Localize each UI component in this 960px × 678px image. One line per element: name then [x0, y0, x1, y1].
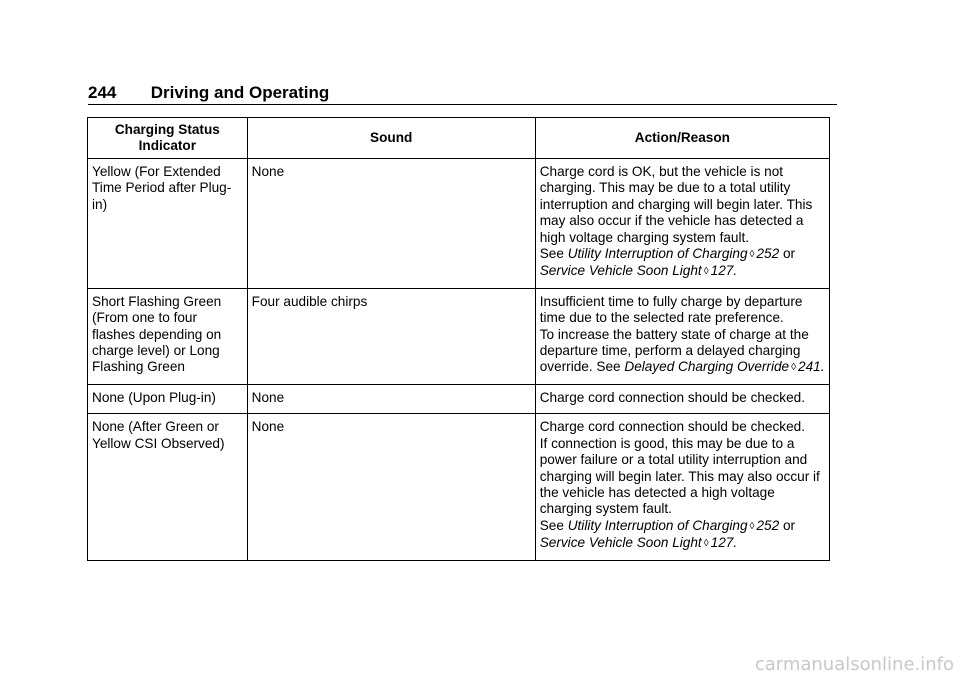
watermark: carmanualsonline.info: [754, 654, 954, 675]
or-label: or: [782, 517, 796, 533]
xref-page[interactable]: 127.: [710, 263, 738, 279]
indicator-cell: Short Flashing Green (From one to four flashes depending on charge level) or Long Flashing Green: [88, 288, 248, 384]
action-cell: [535, 288, 829, 384]
column-header-action: Action/Reason: [535, 118, 829, 159]
sound-cell: None: [247, 384, 535, 413]
see-label: See: [539, 246, 564, 262]
see-also-line: [540, 263, 825, 280]
table-row: [88, 159, 830, 289]
page-reference-arrow-icon: ◊: [749, 249, 755, 261]
see-also-line: [540, 535, 825, 552]
action-cell: [535, 159, 829, 289]
indicator-cell: None (After Green or Yellow CSI Observed): [88, 414, 248, 560]
table-row: [88, 288, 830, 384]
column-header-sound: Sound: [247, 118, 535, 159]
see-label: See: [539, 517, 564, 533]
xref-link[interactable]: Service Vehicle Soon Light: [539, 263, 702, 279]
or-label: or: [782, 246, 796, 262]
xref-link[interactable]: Utility Interruption of Charging: [567, 246, 748, 262]
page-reference-arrow-icon: ◊: [791, 362, 797, 374]
indicator-cell: None (Upon Plug-in): [88, 384, 248, 413]
table-header-row: [88, 118, 830, 159]
action-cell: [535, 414, 829, 560]
column-header-indicator: Charging Status Indicator: [88, 118, 248, 159]
charging-status-table: [87, 117, 830, 561]
action-text: Charge cord connection should be checked.: [539, 419, 805, 435]
xref-page[interactable]: 127.: [710, 535, 738, 551]
page-number: 244: [88, 83, 117, 102]
xref-link[interactable]: Delayed Charging Override: [624, 359, 790, 375]
action-text: Charge cord is OK, but the vehicle is not charging. This may be due to a total utility interruption and charging will begin later. This may also occur if the vehicle has detected a high voltage charging system fault.: [539, 164, 813, 245]
xref-page[interactable]: 252: [756, 246, 780, 262]
action-cell: Charge cord connection should be checked.: [535, 384, 829, 413]
see-also-line: [540, 518, 825, 535]
xref-link[interactable]: Service Vehicle Soon Light: [539, 535, 702, 551]
page-reference-arrow-icon: ◊: [703, 266, 709, 278]
section-title: Driving and Operating: [150, 83, 330, 102]
table-row: [88, 384, 830, 413]
page-header: [88, 82, 837, 105]
xref-link[interactable]: Utility Interruption of Charging: [567, 517, 748, 533]
page-reference-arrow-icon: ◊: [749, 520, 755, 532]
action-text: Insufficient time to fully charge by departure time due to the selected rate preference.: [539, 293, 803, 326]
sound-cell: Four audible chirps: [247, 288, 535, 384]
sound-cell: None: [247, 159, 535, 289]
action-text: [540, 327, 825, 377]
sound-cell: None: [247, 414, 535, 560]
indicator-cell: Yellow (For Extended Time Period after Plug-in): [88, 159, 248, 289]
see-also-line: [540, 246, 825, 263]
action-text: If connection is good, this may be due to a power failure or a total utility interruption and charging will begin later. This may also occur if the vehicle has detected a high voltage charging system fault.: [539, 435, 820, 517]
xref-page[interactable]: 241.: [798, 359, 825, 375]
action-text-lead: To increase the battery state of charge at the departure time, perform a delayed charging override. See: [539, 326, 809, 375]
xref-page[interactable]: 252: [756, 517, 780, 533]
page-reference-arrow-icon: ◊: [703, 538, 709, 550]
table-row: [88, 414, 830, 560]
